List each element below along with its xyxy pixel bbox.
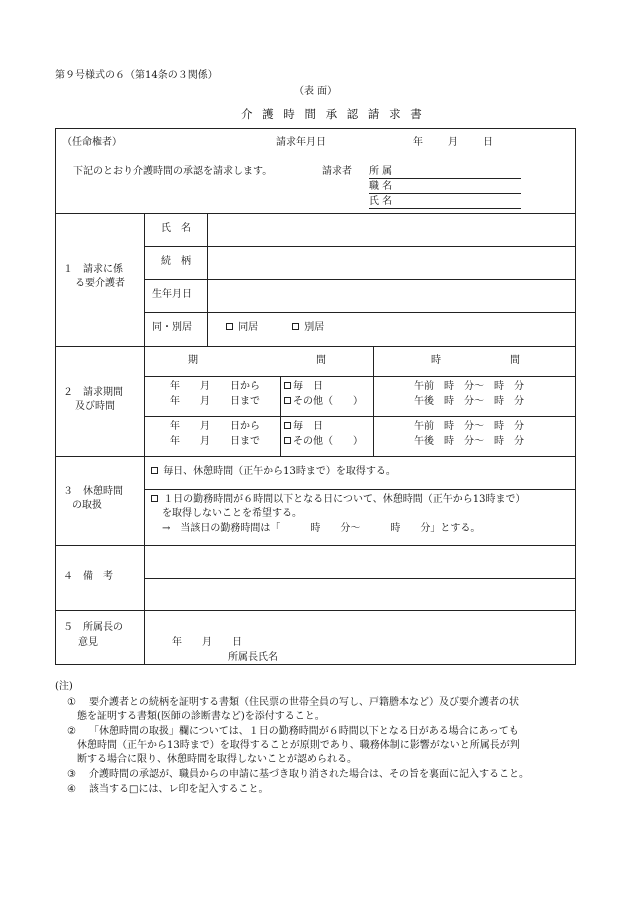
name-line[interactable]: [369, 208, 521, 209]
row1-from-date[interactable]: 年 月 日から: [170, 381, 260, 392]
section3-label-line1: ３ 休憩時間: [63, 486, 123, 497]
note2-line3: 断する場合に限り、休憩時間を取得しないことが認められる。: [77, 754, 357, 765]
row2-other-checkbox[interactable]: [284, 437, 291, 444]
label-column-border: [144, 213, 145, 665]
notes-heading: (注): [55, 681, 73, 692]
divider-section3: [55, 545, 576, 546]
divider-top-section: [55, 213, 576, 214]
section2-column-border: [373, 346, 374, 456]
note2-line2: 休憩時間（正午から13時まで）を取得することが原則であり、職務体制に影響がないと所属長が判: [77, 740, 520, 751]
section2-label-line1: ２ 請求期間: [63, 387, 123, 398]
together-option[interactable]: 同居: [226, 322, 258, 334]
relationship-label: 続 柄: [161, 256, 191, 267]
row1-daily-checkbox[interactable]: [284, 382, 291, 389]
request-statement: 下記のとおり介護時間の承認を請求します。: [73, 166, 273, 177]
row2-other-option[interactable]: その他（ ）: [284, 436, 363, 448]
row1-other-option[interactable]: その他（ ）: [284, 396, 363, 408]
day-label: 日: [483, 137, 493, 148]
section2-header-divider: [144, 376, 576, 377]
section1-row-divider-1: [144, 246, 576, 247]
addressee: （任命権者）: [62, 137, 122, 148]
note4-line1: 該当する□には、レ印を記入すること。: [89, 784, 269, 795]
row2-am-time[interactable]: 午前 時 分～ 時 分: [414, 421, 524, 432]
name-label: 氏 名: [369, 196, 393, 207]
chief-name-label: 所属長氏名: [228, 652, 278, 663]
separate-checkbox[interactable]: [292, 323, 299, 330]
section1-label-line1: １ 請求に係: [63, 264, 123, 275]
break-option1-checkbox[interactable]: [151, 467, 158, 474]
row2-pm-time[interactable]: 午後 時 分～ 時 分: [414, 436, 524, 447]
time-header-2: 間: [510, 355, 520, 366]
note4-mark: ④: [67, 784, 76, 795]
position-label: 職 名: [369, 181, 393, 192]
section1-row-divider-3: [144, 312, 576, 313]
side-label: （表 面）: [294, 86, 338, 97]
row1-am-time[interactable]: 午前 時 分～ 時 分: [414, 381, 524, 392]
note1-line2: 態を証明する書類(医師の診断書など)を添付すること。: [77, 711, 325, 722]
break-option1[interactable]: 毎日、休憩時間（正午から13時まで）を取得する。: [151, 466, 396, 478]
note3-line1: 介護時間の承認が、職員からの申請に基づき取り消された場合は、その旨を裏面に記入すること。: [89, 769, 529, 780]
row2-to-date[interactable]: 年 月 日まで: [170, 436, 260, 447]
row1-other-checkbox[interactable]: [284, 397, 291, 404]
note2-mark: ②: [67, 726, 76, 737]
residence-label: 同・別居: [152, 322, 192, 333]
note2-line1: 「休憩時間の取扱」欄については、１日の勤務時間が６時間以下となる日がある場合にあっても: [89, 726, 519, 737]
affiliation-label: 所 属: [369, 166, 393, 177]
period-header-2: 間: [316, 355, 326, 366]
section1-label-line2: る要介護者: [75, 278, 125, 289]
month-label: 月: [448, 137, 458, 148]
note3-mark: ③: [67, 769, 76, 780]
section2-label-line2: 及び時間: [75, 401, 115, 412]
time-header-1: 時: [431, 355, 441, 366]
divider-section4: [55, 610, 576, 611]
opinion-date[interactable]: 年 月 日: [172, 637, 242, 648]
separate-option[interactable]: 別居: [292, 322, 324, 334]
break-option2-checkbox[interactable]: [151, 495, 158, 502]
break-option2-line3: → 当該日の勤務時間は「 時 分～ 時 分」とする。: [162, 523, 481, 534]
section2-row-divider: [144, 416, 576, 417]
row2-daily-checkbox[interactable]: [284, 422, 291, 429]
form-number: 第９号様式の６（第14条の３関係）: [55, 70, 218, 81]
requester-label: 請求者: [322, 166, 352, 177]
break-option2[interactable]: １日の勤務時間が６時間以下となる日について、休憩時間（正午から13時まで）: [151, 494, 526, 506]
divider-section1: [55, 346, 576, 347]
affiliation-line[interactable]: [369, 178, 521, 179]
remarks-label: ４ 備 考: [63, 571, 113, 582]
row2-daily-option[interactable]: 毎 日: [284, 421, 323, 433]
together-checkbox[interactable]: [226, 323, 233, 330]
section5-label-line1: ５ 所属長の: [63, 622, 123, 633]
section4-row-divider: [144, 578, 576, 579]
section3-label-line2: の取扱: [72, 500, 102, 511]
note1-mark: ①: [67, 697, 76, 708]
patient-name-label: 氏 名: [161, 223, 191, 234]
row1-daily-option[interactable]: 毎 日: [284, 381, 323, 393]
period-header-1: 期: [188, 355, 198, 366]
divider-section2: [55, 456, 576, 457]
year-label: 年: [413, 137, 423, 148]
section1-row-divider-2: [144, 279, 576, 280]
break-option2-line2: を取得しないことを希望する。: [162, 508, 302, 519]
birthdate-label: 生年月日: [152, 289, 192, 300]
position-line[interactable]: [369, 193, 521, 194]
page-title: 介 護 時 間 承 認 請 求 書: [241, 107, 425, 121]
row2-from-date[interactable]: 年 月 日から: [170, 421, 260, 432]
note1-line1: 要介護者との続柄を証明する書類（住民票の世帯全員の写し、戸籍謄本など）及び要介護者の状: [89, 697, 519, 708]
section5-label-line2: 意見: [78, 637, 98, 648]
row1-to-date[interactable]: 年 月 日まで: [170, 396, 260, 407]
section3-row-divider: [144, 489, 576, 490]
request-date-label: 請求年月日: [276, 137, 326, 148]
row1-pm-time[interactable]: 午後 時 分～ 時 分: [414, 396, 524, 407]
